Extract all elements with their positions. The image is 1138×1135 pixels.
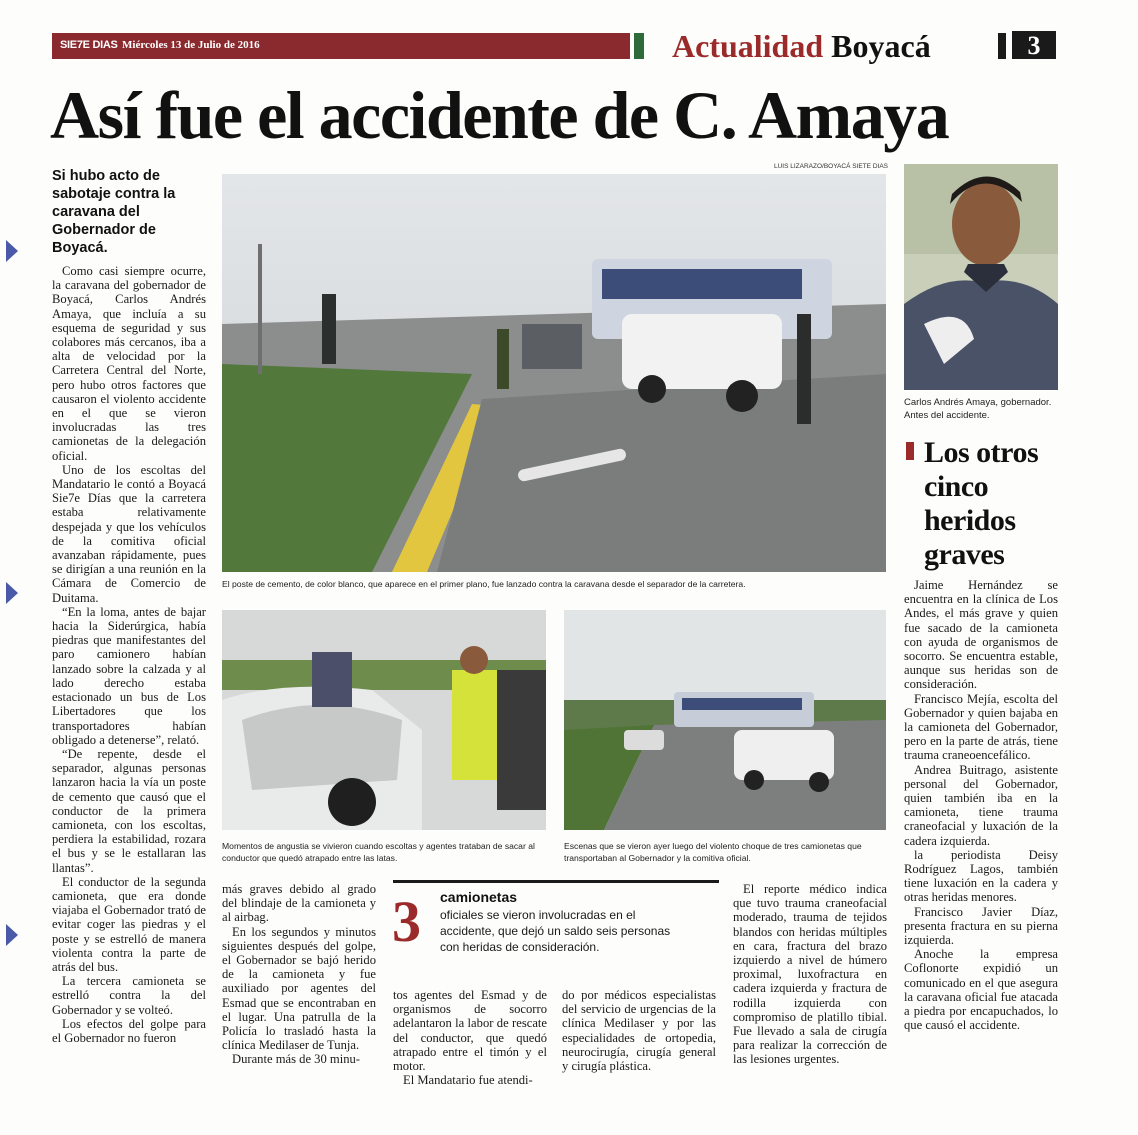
page-number: 3	[1012, 31, 1056, 59]
section-title	[672, 26, 931, 66]
paragraph: más graves debido al grado del blindaje de la camioneta y al airbag.	[222, 882, 376, 925]
paragraph: Jaime Hernández se encuentra en la clínica de Los Andes, el más grave y quien fue sacado de la camioneta con ayuda de organismos de socorro. Se encuentra estable, aunque sus heridas son de consideración.	[904, 578, 1058, 692]
header-bar	[52, 33, 630, 59]
column-1	[52, 264, 206, 1045]
paragraph: En los segundos y minutos siguientes después del golpe, el Gobernador se bajó herido de la camioneta y fue auxiliado por agentes del Esmad que se encontraban en el lugar. Una patrulla de la Policía lo trasladó hasta la clínica Medilaser de Tunja.	[222, 924, 376, 1053]
header-green-mark	[634, 33, 644, 59]
paragraph: “De repente, desde el separador, algunas personas lanzaron hacia la vía un poste de cemento que causó que el conductor de la primera camioneta, con los escoltas, perdiera la estabilidad, rozara el bus y se le estallaran las llantas”.	[52, 746, 206, 875]
paragraph: do por médicos especialistas del servicio de urgencias de la clínica Medilaser y por las especialidades de ortopedia, neurocirugía, cirugía general y cirugía plástica.	[562, 988, 716, 1074]
paragraph: tos agentes del Esmad y de organismos de socorro adelantaron la labor de rescate del conductor, que quedó atrapado entre el timón y el motor.	[393, 988, 547, 1074]
column-3	[393, 988, 547, 1087]
column-2	[222, 882, 376, 1067]
paragraph: El conductor de la segunda camioneta, que era donde viajaba el Gobernador trató de evitar coger las piedras y el poste y se estrelló de manera violenta contra la parte de atrás del bus.	[52, 874, 206, 974]
callout-text: oficiales se vieron involucradas en el accidente, que dejó un saldo seis personas con heridas de consideración.	[440, 908, 671, 954]
subheadline: Si hubo acto de sabotaje contra la caravana del Gobernador de Boyacá.	[52, 168, 176, 256]
margin-arrow-icon	[6, 582, 18, 604]
callout-number: 3	[392, 889, 421, 954]
paragraph: Anoche la empresa Coflonorte expidió un comunicado en el que asegura la caravana oficial fue atacada a piedra por encapuchados, lo que causó el accidente.	[904, 947, 1058, 1033]
paragraph: Francisco Javier Díaz, presenta fractura en su pierna izquierda.	[904, 904, 1058, 948]
caption-left: Momentos de angustia se vivieron cuando escoltas y agentes trataban de sacar al conductor que quedó atrapado entre las latas.	[222, 841, 535, 863]
margin-arrow-icon	[6, 240, 18, 262]
callout-rule	[393, 880, 719, 883]
column-5	[733, 882, 887, 1067]
paragraph: La tercera camioneta se estrelló contra la del Gobernador y se volteó.	[52, 974, 206, 1017]
paragraph: Francisco Mejía, escolta del Gobernador y quien bajaba en la camioneta del Gobernador, pero en la parte de atrás, tiene trauma craneoencefálico.	[904, 691, 1058, 763]
region-label: Boyacá	[831, 28, 931, 64]
paragraph: “En la loma, antes de bajar hacia la Siderúrgica, había piedras que manifestantes del paro camionero habían lanzado sobre la calzada y al lado derecho estaba estacionado un bus de Los Libertadores que los transportadores habían obligado a detenerse”, relató.	[52, 604, 206, 747]
paragraph: la periodista Deisy Rodríguez Lagos, también tiene luxación en la cadera y otras heridas menores.	[904, 847, 1058, 905]
sidebar-marker	[906, 442, 914, 460]
section-name: SIE7E DIAS	[60, 39, 118, 51]
callout-title: camionetas	[440, 889, 518, 905]
caption-portrait: Carlos Andrés Amaya, gobernador. Antes del accidente.	[904, 397, 1052, 421]
paragraph: Como casi siempre ocurre, la caravana del gobernador de Boyacá, Carlos Andrés Amaya, que incluía a su esquema de seguridad y sus colabores más cercanos, iba a alta de velocidad por la Carretera Central del Norte, pero hubo otros factores que causaron el violento accidente en el que se vieron involucradas las tres camionetas de la delegación oficial.	[52, 264, 206, 463]
issue-date: Miércoles 13 de Julio de 2016	[122, 39, 260, 51]
rescue-photo	[222, 610, 546, 830]
paragraph: Los efectos del golpe para el Gobernador no fueron	[52, 1016, 206, 1045]
actualidad-label: Actualidad	[672, 28, 824, 64]
scene-photo	[564, 610, 886, 830]
paragraph: El Mandatario fue atendi-	[403, 1073, 533, 1088]
caption-right: Escenas que se vieron ayer luego del violento choque de tres camionetas que transportaban al Gobernador y la comitiva oficial.	[564, 841, 862, 863]
sidebar-title: Los otros cinco heridos graves	[924, 436, 1039, 571]
paragraph: Durante más de 30 minu-	[232, 1052, 361, 1067]
page-marker	[998, 33, 1006, 59]
paragraph: El reporte médico indica que tuvo trauma craneofacial moderado, trauma de tejidos blandos con heridas múltiples en cara, fractura del brazo izquierdo a nivel de húmero proximal, luxofractura en cadera izquierda y fractura de rodilla izquierda con compromiso de platillo tibial. Fue llevado a sala de cirugía para realizar la corrección de las lesiones urgentes.	[733, 882, 887, 1067]
margin-arrow-icon	[6, 924, 18, 946]
main-photo	[222, 174, 886, 572]
paragraph: Uno de los escoltas del Mandatario le contó a Boyacá Sie7e Días que la carretera estaba relativamente despejada y que los vehículos de la comitiva oficial avanzaban rápidamente, pues se dirigían a una reunión en la Cámara de Comercio de Duitama.	[52, 462, 206, 605]
paragraph: Andrea Buitrago, asistente personal del Gobernador, quien también iba en la camioneta, tiene trauma craneofacial y luxación de la cadera izquierda.	[904, 762, 1058, 848]
sidebar-body	[904, 578, 1058, 1033]
caption-main: El poste de cemento, de color blanco, que aparece en el primer plano, fue lanzado contra la caravana desde el separador de la carretera.	[222, 579, 746, 589]
headline: Así fue el accidente de C. Amaya	[50, 77, 949, 153]
column-4	[562, 988, 716, 1073]
photo-credit: LUIS LIZARAZO/BOYACÁ SIETE DIAS	[773, 163, 888, 170]
portrait-photo	[904, 164, 1058, 390]
